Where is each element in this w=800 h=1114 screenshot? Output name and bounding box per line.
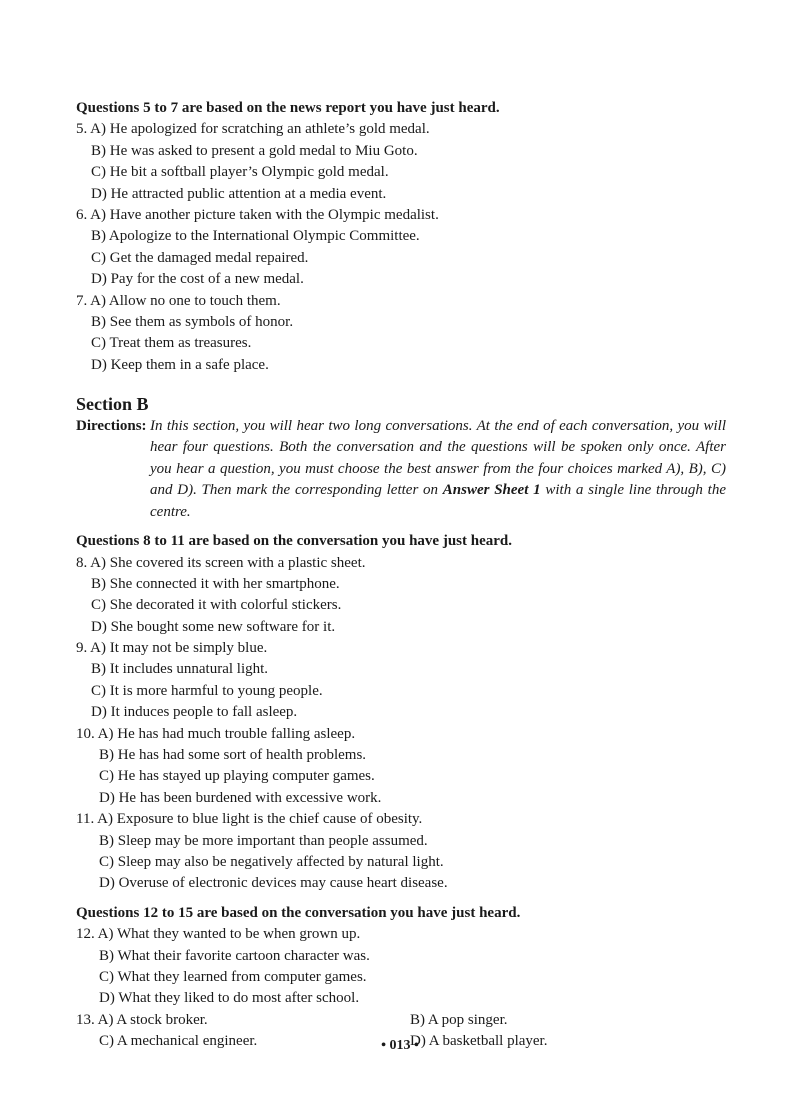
q12-option-a: 12. A) What they wanted to be when grown up.	[76, 926, 361, 943]
q5-option-b: B) He was asked to present a gold medal to Miu Goto.	[91, 142, 418, 159]
q11-option-c: C) Sleep may also be negatively affected by natural light.	[99, 853, 444, 870]
q9-option-b: B) It includes unnatural light.	[91, 661, 269, 678]
directions-text: In this section, you will hear two long conversations. At the end of each conversation, you will hear four questions. Both the conversation and the questions will be spoken only once. After you hear a question, you must choose the best answer from the four choices marked A), B), C) and D). Then mark the corresponding letter on Answer Sheet 1 with a single line through the centre.	[150, 418, 726, 520]
q9-option-c: C) It is more harmful to young people.	[91, 682, 323, 699]
q10-option-a: 10. A) He has had much trouble falling asleep.	[76, 725, 356, 742]
q6-option-a: 6. A) Have another picture taken with the Olympic medalist.	[76, 206, 439, 223]
question-group-heading: Questions 5 to 7 are based on the news report you have just heard.	[76, 100, 500, 116]
q7-option-a: 7. A) Allow no one to touch them.	[76, 292, 281, 309]
q10-option-b: B) He has had some sort of health problems.	[99, 747, 367, 764]
q8-option-a: 8. A) She covered its screen with a plastic sheet.	[76, 554, 366, 571]
q8-option-b: B) She connected it with her smartphone.	[91, 575, 340, 592]
q5-option-d: D) He attracted public attention at a media event.	[91, 185, 387, 202]
q12-option-d: D) What they liked to do most after school.	[99, 990, 360, 1007]
q6-option-d: D) Pay for the cost of a new medal.	[91, 271, 304, 288]
page-content	[76, 98, 736, 1052]
answer-sheet-ref: Answer Sheet 1	[442, 482, 541, 499]
q13-option-b: B) A pop singer.	[410, 1011, 508, 1028]
q10-option-d: D) He has been burdened with excessive work.	[99, 789, 382, 806]
q7-option-c: C) Treat them as treasures.	[91, 335, 252, 352]
section-title: Section B	[76, 394, 149, 415]
directions-label: Directions:	[76, 418, 147, 435]
q13-option-d: D) A basketball player.	[410, 1033, 548, 1050]
q5-option-c: C) He bit a softball player’s Olympic gold medal.	[91, 164, 389, 181]
q6-option-b: B) Apologize to the International Olympic Committee.	[91, 228, 420, 245]
q8-option-c: C) She decorated it with colorful stickers.	[91, 597, 342, 614]
q9-option-d: D) It induces people to fall asleep.	[91, 704, 298, 721]
q5-option-a: 5. A) He apologized for scratching an athlete’s gold medal.	[76, 121, 430, 138]
q11-option-d: D) Overuse of electronic devices may cause heart disease.	[99, 875, 448, 892]
q10-option-c: C) He has stayed up playing computer games.	[99, 768, 375, 785]
q6-option-c: C) Get the damaged medal repaired.	[91, 249, 309, 266]
question-group-heading: Questions 8 to 11 are based on the conversation you have just heard.	[76, 533, 512, 550]
q11-option-a: 11. A) Exposure to blue light is the chief cause of obesity.	[76, 811, 423, 828]
question-group-heading: Questions 12 to 15 are based on the conversation you have just heard.	[76, 904, 521, 921]
q12-option-b: B) What their favorite cartoon character was.	[99, 947, 370, 964]
q9-option-a: 9. A) It may not be simply blue.	[76, 640, 268, 657]
page-number: • 013 •	[381, 1038, 419, 1053]
q13-option-c: C) A mechanical engineer.	[99, 1033, 258, 1050]
q7-option-d: D) Keep them in a safe place.	[91, 356, 269, 373]
q11-option-b: B) Sleep may be more important than people assumed.	[99, 832, 428, 849]
q13-row-1	[76, 1010, 736, 1031]
q7-option-b: B) See them as symbols of honor.	[91, 313, 294, 330]
q8-option-d: D) She bought some new software for it.	[91, 618, 336, 635]
q12-option-c: C) What they learned from computer games.	[99, 968, 367, 985]
q13-option-a: 13. A) A stock broker.	[76, 1011, 208, 1028]
directions	[76, 416, 736, 523]
